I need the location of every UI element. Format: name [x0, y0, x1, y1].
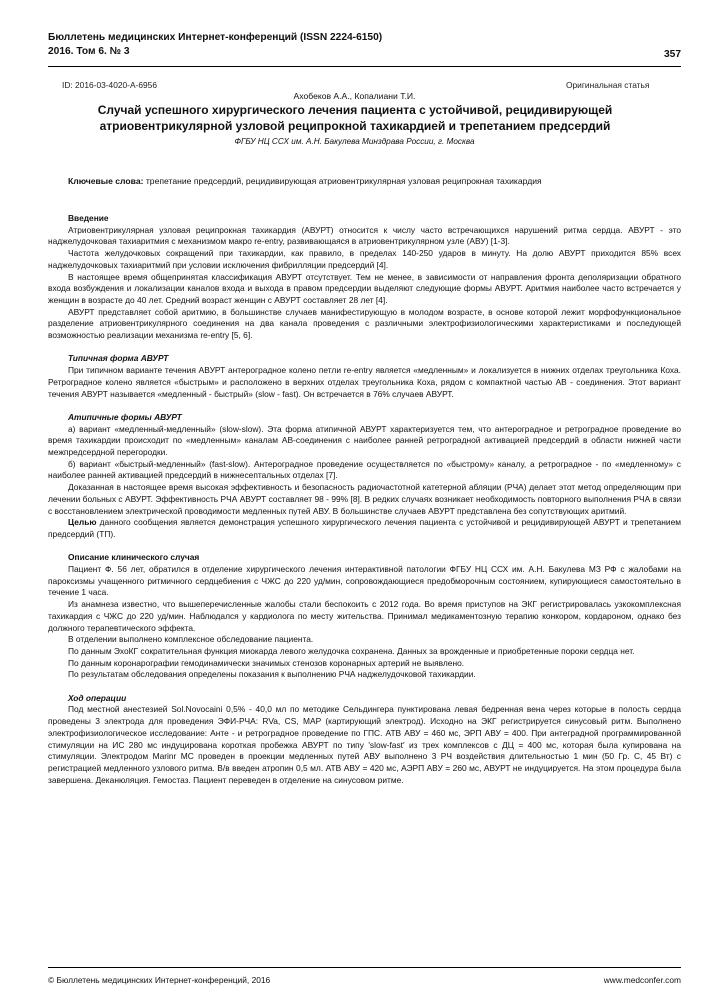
paragraph: В настоящее время общепринятая классификация АВУРТ отсутствует. Тем не менее, в зависимости от направления фронта деполяризации обратного входа возбуждения и локализации каналов входа и выхода в правом предсердии выделяют следующие формы АВУРТ. Аритмия наиболее часто встречается у женщин в возрасте до 40 лет. Средний возраст женщин с АВУРТ составляет 28 лет [4].: [48, 271, 681, 305]
footer-divider: [48, 967, 681, 968]
keywords-label: Ключевые слова:: [68, 176, 144, 186]
goal-text: данного сообщения является демонстрация успешного хирургического лечения пациента с устойчивой и рецидивирующей АВУРТ и трепетанием предсердий (ТП).: [48, 517, 681, 539]
section-heading-operation: Ход операции: [68, 692, 127, 703]
journal-header: [48, 31, 382, 58]
paragraph: Из анамнеза известно, что вышеперечисленные жалобы стали беспокоить с 2012 года. Во время приступов на ЭКГ регистрировалась узкокомплексная тахикардия с ЧЖС до 220 уд/мин. Наблюдался у кардиолога по месту жительства. Принимал медикаментозную терапию конкором, кордароном, однако без должного терапевтического эффекта.: [48, 599, 681, 633]
article-type: Оригинальная статья: [566, 80, 650, 90]
paragraph: Доказанная в настоящее время высокая эффективность и безопасность радиочастотной катетерной абляции (РЧА) делает этот метод определяющим при лечении больных с АВУРТ. Эффективность РЧА АВУРТ составляет 98 - 99% [8]. В редких случаях возникает необходимость повторного выполнения РЧА в связи с восстановлением электрической проводимости медленных путей АВУ. В большинстве случаев АВУРТ представлена без сопутствующих аритмий.: [48, 482, 681, 516]
header-divider: [48, 66, 681, 67]
paragraph: Частота желудочковых сокращений при тахикардии, как правило, в пределах 140-250 ударов в минуту. На долю АВУРТ приходится 85% всех наджелудочковых тахиаритмий при условии исключения фибрилляции предсердий [4].: [48, 248, 681, 270]
journal-title: Бюллетень медицинских Интернет-конференций (ISSN 2224-6150): [48, 32, 383, 43]
keywords-text: трепетание предсердий, рецидивирующая атриовентрикулярная узловая реципрокная тахикардия: [143, 176, 542, 186]
paragraph-goal: [48, 517, 681, 540]
article-id: ID: 2016-03-4020-A-6956: [62, 80, 157, 90]
keywords: [68, 176, 542, 186]
section-heading-case: Описание клинического случая: [68, 552, 200, 563]
section-heading-typical: Типичная форма АВУРТ: [68, 353, 169, 364]
section-heading-intro: Введение: [68, 213, 109, 223]
paragraph: Под местной анестезией Sol.Novocaini 0,5% - 40,0 мл по методике Сельдингера пунктирована левая бедренная вена через которые в полость сердца проведены 3 электрода для проведения ЭФИ-РЧА: RVa, CS, MAP (картирующий электрод). Исходно на ЭКГ регистрируется синусовый ритм. Выполнено электрофизиологическое исследование: Анте - и ретроградное проведение по ГПС. АТВ АВУ = 460 мс, ЭРП АВУ = 400. При антеградной программированной стимуляции на ИС 280 мс индуцирована короткая пробежка АВУРТ по типу 'slow-fast' из трех комплексов с ДЦ = 400 мс, которая была купирована на стимуляции. Электродом Marinr MC проведен в проекции медленных путей АВУ выполнено 3 РЧ воздействия длительностью 1 мин (50 Гр. С, 45 Вт) с регистрацией медленного узлового ритма. В/в введен атропин 0,5 мл. АТВ АВУ = 420 мс, АЭРП АВУ = 260 мс, АВУРТ не индуцируется. На этом процедура была завершена. Деканюляция. Гемостаз. Пациент переведен в отделение на синусовом ритме.: [48, 704, 681, 785]
title-line-2: атриовентрикулярной узловой реципрокной тахикардией и трепетанием предсердий: [99, 118, 611, 133]
paragraph: По данным ЭхоКГ сократительная функция миокарда левого желудочка сохранена. Данных за врожденные и приобретенные пороки сердца нет.: [68, 645, 635, 656]
authors: Ахобеков А.А., Копалиани Т.И.: [293, 91, 416, 101]
article-body: [48, 213, 681, 786]
paragraph: При типичном варианте течения АВУРТ антероградное колено петли re-entry является «медленным» и локализуется в нижних отделах треугольника Коха. Ретроградное колено является «быстрым» и расположено в верхних отделах треугольника Коха, рядом с компактной частью АВ - соединения. Этот вариант течения АВУРТ называется «медленный - быстрый» (slow - fast). Он встречается в 76% случаев АВУРТ.: [48, 365, 681, 399]
footer-website[interactable]: www.medconfer.com: [603, 975, 681, 985]
footer-copyright: © Бюллетень медицинских Интернет-конференций, 2016: [48, 975, 271, 985]
paragraph: АВУРТ представляет собой аритмию, в большинстве случаев манифестирующую в молодом возрасте, в основе которой лежит морфофункциональное разделение атриовентрикулярного соединения на два канала проведения с различными электрофизиологическими характеристиками и последующей возможностью реализации механизма re-entry [5, 6].: [48, 306, 681, 341]
goal-label: Целью: [68, 517, 97, 528]
paragraph: б) вариант «быстрый-медленный» (fast-slow). Антероградное проведение осуществляется по «быстрому» каналу, а ретроградное - по «медленному» с наиболее ранней активацией предсердий в нижнесептальных отделах [7].: [48, 458, 681, 481]
paragraph: Пациент Ф. 56 лет, обратился в отделение хирургического лечения интерактивной патологии ФГБУ НЦ ССХ им. А.Н. Бакулева МЗ РФ с жалобами на пароксизмы учащенного ритмичного сердцебиения с ЧЖС до 220 уд/мин, сопровождающиеся предобморочным состоянием, купирующиеся самостоятельно в течение 1 часа.: [48, 564, 681, 598]
journal-issue: 2016. Том 6. № 3: [48, 45, 130, 57]
paragraph: По данным коронарографии гемодинамически значимых стенозов коронарных артерий не выявлено.: [68, 657, 465, 668]
paragraph: По результатам обследования определены показания к выполнению РЧА наджелудочковой тахикардии.: [68, 669, 476, 680]
section-heading-atypical: Атипичные формы АВУРТ: [68, 411, 182, 422]
paragraph: В отделении выполнено комплексное обследование пациента.: [68, 634, 314, 645]
article-title: [60, 103, 650, 134]
affiliation: ФГБУ НЦ ССХ им. А.Н. Бакулева Минздрава России, г. Москва: [234, 137, 475, 146]
paragraph: а) вариант «медленный-медленный» (slow-slow). Эта форма атипичной АВУРТ характеризуется тем, что антероградное и ретроградное проведение во время тахикардии происходит по «медленным» каналам АВ-соединения с наиболее ранней ретроградной активацией предсердий в области нижней части межпредсердной перегородки.: [48, 423, 681, 458]
paragraph: Атриовентрикулярная узловая реципрокная тахикардия (АВУРТ) относится к числу часто встречающихся нарушений ритма сердца. АВУРТ - это наджелудочковая тахиаритмия с механизмом макро re-entry, развивающаяся в атриовентрикулярном узле (АВУ) [1-3].: [48, 224, 681, 247]
page-number: 357: [664, 49, 681, 60]
title-line-1: Случай успешного хирургического лечения пациента с устойчивой, рецидивирующей: [97, 103, 613, 117]
